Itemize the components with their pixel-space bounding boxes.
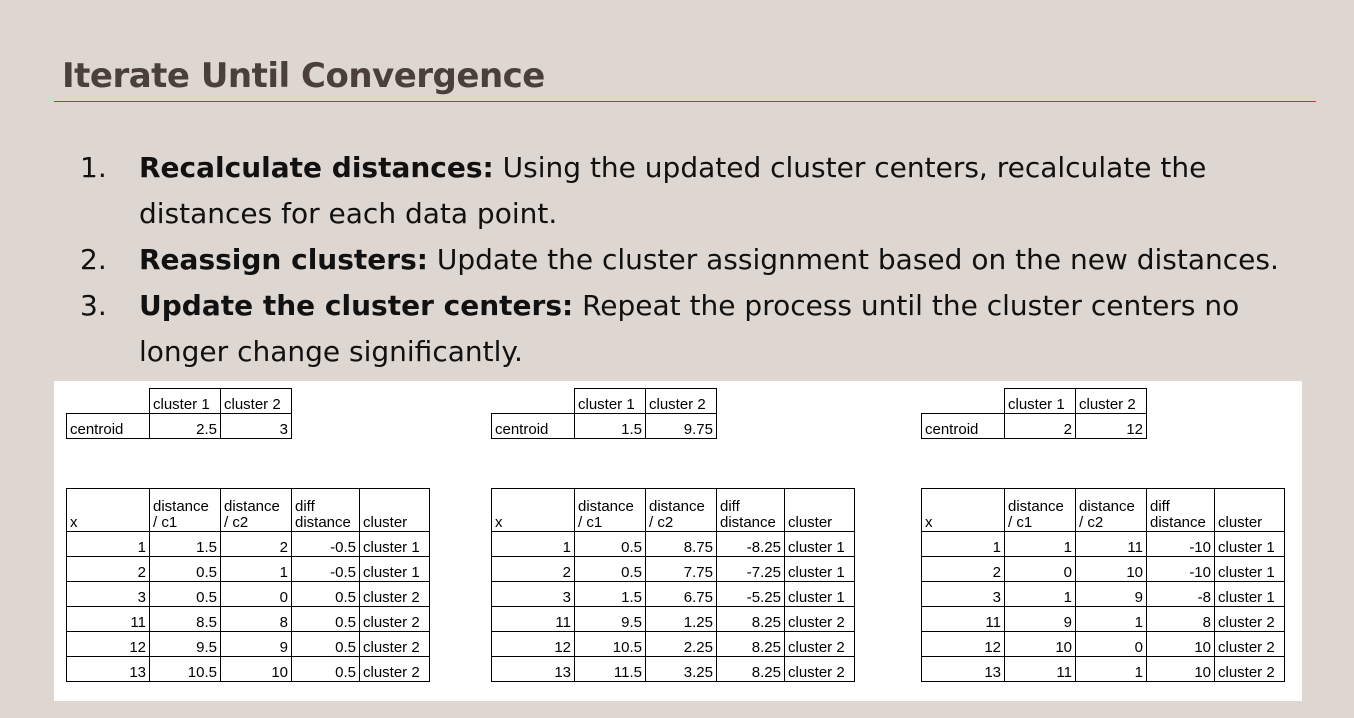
cell-cluster: cluster 1 <box>1215 557 1285 582</box>
centroid-label: centroid <box>492 414 575 439</box>
cell-cluster: cluster 1 <box>785 557 855 582</box>
cell-cluster: cluster 1 <box>785 582 855 607</box>
header-distance-c1: distance / c1 <box>150 489 221 532</box>
cell-x: 3 <box>67 582 150 607</box>
centroid-value-c2: 3 <box>221 414 292 439</box>
cell-cluster: cluster 2 <box>360 657 430 682</box>
table-row <box>922 557 1285 582</box>
cell-x: 2 <box>67 557 150 582</box>
step-number: 3. <box>80 289 107 322</box>
step-text: Using the updated cluster centers, recalculate the distances for each data point. <box>139 151 1207 230</box>
cell-diff-distance: 0.5 <box>292 657 360 682</box>
cell-distance-c1: 10.5 <box>575 632 646 657</box>
cell-distance-c2: 1.25 <box>646 607 717 632</box>
table-row <box>492 582 855 607</box>
cell-distance-c2: 8.75 <box>646 532 717 557</box>
table-row <box>492 632 855 657</box>
header-x: x <box>922 489 1005 532</box>
cell-cluster: cluster 2 <box>785 632 855 657</box>
cell-cluster: cluster 1 <box>360 532 430 557</box>
centroid-col-header: cluster 2 <box>1076 389 1147 414</box>
cell-distance-c2: 9 <box>1076 582 1147 607</box>
table-row <box>922 582 1285 607</box>
cell-x: 3 <box>922 582 1005 607</box>
cell-x: 13 <box>922 657 1005 682</box>
table-row <box>492 532 855 557</box>
cell-distance-c2: 2.25 <box>646 632 717 657</box>
header-x: x <box>67 489 150 532</box>
cell-diff-distance: 8.25 <box>717 657 785 682</box>
cell-distance-c1: 0.5 <box>575 532 646 557</box>
distance-table <box>66 488 430 682</box>
cell-diff-distance: 0.5 <box>292 632 360 657</box>
cell-cluster: cluster 2 <box>1215 657 1285 682</box>
cell-x: 12 <box>922 632 1005 657</box>
centroid-col-header: cluster 1 <box>150 389 221 414</box>
cell-diff-distance: 0.5 <box>292 607 360 632</box>
cell-distance-c1: 1.5 <box>150 532 221 557</box>
slide-title: Iterate Until Convergence <box>62 56 545 96</box>
cell-distance-c1: 8.5 <box>150 607 221 632</box>
cell-x: 12 <box>492 632 575 657</box>
cell-distance-c2: 8 <box>221 607 292 632</box>
table-row <box>67 582 430 607</box>
cell-distance-c1: 0.5 <box>150 582 221 607</box>
table-row <box>67 607 430 632</box>
cell-x: 11 <box>67 607 150 632</box>
cell-distance-c2: 0 <box>1076 632 1147 657</box>
cell-x: 1 <box>67 532 150 557</box>
cell-distance-c2: 7.75 <box>646 557 717 582</box>
cell-diff-distance: -8 <box>1147 582 1215 607</box>
table-row <box>67 632 430 657</box>
cell-distance-c1: 9.5 <box>150 632 221 657</box>
cell-diff-distance: 10 <box>1147 657 1215 682</box>
cell-distance-c2: 1 <box>1076 607 1147 632</box>
table-row <box>492 607 855 632</box>
cell-x: 13 <box>67 657 150 682</box>
centroid-col-header: cluster 2 <box>221 389 292 414</box>
cell-distance-c2: 1 <box>221 557 292 582</box>
step-heading: Reassign clusters: <box>139 243 428 276</box>
cell-distance-c2: 10 <box>221 657 292 682</box>
cell-distance-c1: 1 <box>1005 532 1076 557</box>
cell-distance-c1: 11.5 <box>575 657 646 682</box>
table-row <box>922 607 1285 632</box>
cell-cluster: cluster 1 <box>1215 532 1285 557</box>
cell-cluster: cluster 2 <box>1215 607 1285 632</box>
cell-cluster: cluster 2 <box>360 632 430 657</box>
cell-x: 11 <box>492 607 575 632</box>
table-row <box>922 532 1285 557</box>
cell-x: 3 <box>492 582 575 607</box>
title-underline <box>54 101 1316 102</box>
step-item <box>80 283 1310 375</box>
cell-distance-c2: 6.75 <box>646 582 717 607</box>
step-text: Repeat the process until the cluster centers no longer change significantly. <box>139 289 1240 368</box>
centroid-value-c2: 12 <box>1076 414 1147 439</box>
header-x: x <box>492 489 575 532</box>
cell-cluster: cluster 2 <box>785 657 855 682</box>
centroid-value-c2: 9.75 <box>646 414 717 439</box>
cell-distance-c2: 0 <box>221 582 292 607</box>
cell-x: 2 <box>922 557 1005 582</box>
cell-diff-distance: -7.25 <box>717 557 785 582</box>
header-cluster: cluster <box>360 489 430 532</box>
centroid-label: centroid <box>67 414 150 439</box>
step-text: Update the cluster assignment based on the new distances. <box>427 243 1279 276</box>
cell-diff-distance: -10 <box>1147 532 1215 557</box>
cell-x: 12 <box>67 632 150 657</box>
cell-diff-distance: 8.25 <box>717 607 785 632</box>
cell-cluster: cluster 2 <box>360 582 430 607</box>
centroid-table <box>66 388 292 439</box>
step-heading: Recalculate distances: <box>139 151 494 184</box>
cell-cluster: cluster 2 <box>1215 632 1285 657</box>
cell-distance-c1: 9.5 <box>575 607 646 632</box>
table-row <box>492 557 855 582</box>
header-distance-c2: distance / c2 <box>646 489 717 532</box>
step-item <box>80 145 1310 237</box>
step-heading: Update the cluster centers: <box>139 289 574 322</box>
header-diff-distance: diff distance <box>717 489 785 532</box>
cell-cluster: cluster 2 <box>785 607 855 632</box>
centroid-value-c1: 1.5 <box>575 414 646 439</box>
header-distance-c1: distance / c1 <box>1005 489 1076 532</box>
header-cluster: cluster <box>785 489 855 532</box>
centroid-table <box>491 388 717 439</box>
cell-distance-c1: 0 <box>1005 557 1076 582</box>
cell-diff-distance: 0.5 <box>292 582 360 607</box>
cell-diff-distance: 8 <box>1147 607 1215 632</box>
cell-distance-c1: 11 <box>1005 657 1076 682</box>
cell-x: 1 <box>922 532 1005 557</box>
cell-distance-c1: 10 <box>1005 632 1076 657</box>
cell-cluster: cluster 1 <box>785 532 855 557</box>
cell-distance-c1: 1.5 <box>575 582 646 607</box>
cell-diff-distance: -10 <box>1147 557 1215 582</box>
centroid-col-header: cluster 1 <box>1005 389 1076 414</box>
cell-diff-distance: -8.25 <box>717 532 785 557</box>
table-row <box>67 532 430 557</box>
cell-cluster: cluster 1 <box>360 557 430 582</box>
cell-distance-c2: 10 <box>1076 557 1147 582</box>
steps-list <box>80 145 1310 375</box>
cell-x: 13 <box>492 657 575 682</box>
header-distance-c2: distance / c2 <box>221 489 292 532</box>
cell-cluster: cluster 2 <box>360 607 430 632</box>
centroid-table <box>921 388 1147 439</box>
centroid-value-c1: 2.5 <box>150 414 221 439</box>
header-diff-distance: diff distance <box>1147 489 1215 532</box>
cell-distance-c2: 2 <box>221 532 292 557</box>
spreadsheet-panel <box>54 381 1302 701</box>
cell-distance-c2: 9 <box>221 632 292 657</box>
centroid-label: centroid <box>922 414 1005 439</box>
step-number: 1. <box>80 151 107 184</box>
cell-distance-c1: 0.5 <box>150 557 221 582</box>
cell-diff-distance: -0.5 <box>292 532 360 557</box>
table-row <box>922 632 1285 657</box>
header-cluster: cluster <box>1215 489 1285 532</box>
cell-x: 2 <box>492 557 575 582</box>
cell-distance-c2: 3.25 <box>646 657 717 682</box>
cell-x: 1 <box>492 532 575 557</box>
header-distance-c1: distance / c1 <box>575 489 646 532</box>
centroid-col-header: cluster 1 <box>575 389 646 414</box>
header-distance-c2: distance / c2 <box>1076 489 1147 532</box>
cell-diff-distance: -0.5 <box>292 557 360 582</box>
distance-table <box>491 488 855 682</box>
cell-distance-c2: 11 <box>1076 532 1147 557</box>
table-row <box>67 557 430 582</box>
cell-cluster: cluster 1 <box>1215 582 1285 607</box>
table-row <box>67 657 430 682</box>
centroid-value-c1: 2 <box>1005 414 1076 439</box>
cell-distance-c1: 1 <box>1005 582 1076 607</box>
distance-table <box>921 488 1285 682</box>
step-item <box>80 237 1310 283</box>
cell-distance-c1: 9 <box>1005 607 1076 632</box>
step-number: 2. <box>80 243 107 276</box>
table-row <box>922 657 1285 682</box>
cell-diff-distance: -5.25 <box>717 582 785 607</box>
table-row <box>492 657 855 682</box>
cell-diff-distance: 10 <box>1147 632 1215 657</box>
cell-diff-distance: 8.25 <box>717 632 785 657</box>
cell-distance-c1: 0.5 <box>575 557 646 582</box>
centroid-col-header: cluster 2 <box>646 389 717 414</box>
cell-distance-c1: 10.5 <box>150 657 221 682</box>
cell-distance-c2: 1 <box>1076 657 1147 682</box>
header-diff-distance: diff distance <box>292 489 360 532</box>
cell-x: 11 <box>922 607 1005 632</box>
